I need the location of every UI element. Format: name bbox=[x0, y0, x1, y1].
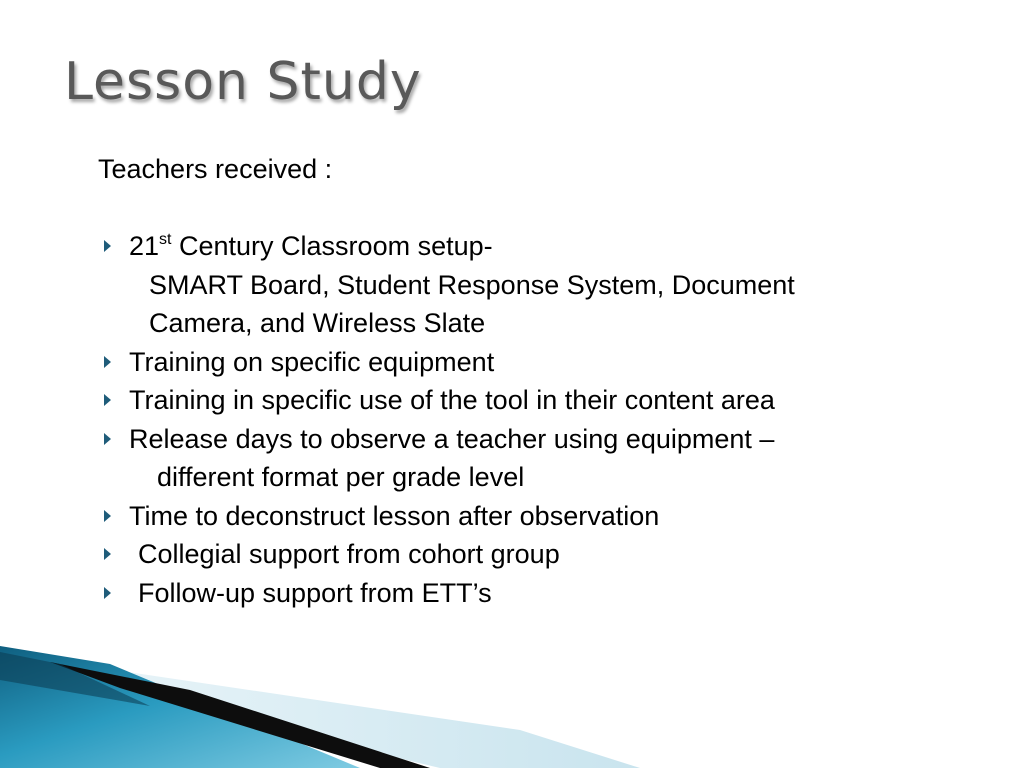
bullet-continuation: Camera, and Wireless Slate bbox=[149, 308, 486, 338]
triangle-bullet-icon bbox=[104, 240, 111, 252]
list-item bbox=[98, 420, 998, 497]
bullet-continuation: different format per grade level bbox=[157, 462, 525, 492]
bullet-text: Training on specific equipment bbox=[129, 346, 495, 377]
list-item bbox=[98, 574, 998, 613]
triangle-bullet-icon bbox=[104, 548, 111, 560]
list-item bbox=[98, 381, 998, 420]
blank-line bbox=[98, 189, 998, 228]
bullet-text: Training in specific use of the tool in their content area bbox=[129, 385, 775, 415]
intro-text: Teachers received : bbox=[98, 154, 333, 184]
list-item bbox=[98, 535, 998, 574]
ordinal-suffix: st bbox=[159, 231, 172, 248]
triangle-bullet-icon bbox=[104, 433, 111, 445]
slide-title: Lesson Study bbox=[64, 52, 422, 112]
bullet-continuation: SMART Board, Student Response System, Document bbox=[149, 269, 795, 300]
list-item bbox=[98, 343, 998, 382]
bullet-text: Century Classroom setup- bbox=[171, 231, 493, 261]
triangle-bullet-icon bbox=[104, 356, 111, 368]
bullet-text: Follow-up support from ETT’s bbox=[138, 577, 492, 608]
list-item bbox=[98, 227, 998, 343]
slide-body bbox=[98, 150, 998, 612]
bullet-text-prefix: 21 bbox=[129, 231, 160, 261]
bullet-text: Release days to observe a teacher using equipment – bbox=[129, 423, 775, 454]
bullet-list bbox=[98, 227, 998, 612]
bullet-text: Collegial support from cohort group bbox=[138, 539, 560, 569]
list-item bbox=[98, 497, 998, 536]
bullet-text: Time to deconstruct lesson after observation bbox=[129, 500, 660, 531]
triangle-bullet-icon bbox=[104, 587, 111, 599]
triangle-bullet-icon bbox=[104, 510, 111, 522]
triangle-bullet-icon bbox=[104, 394, 111, 406]
